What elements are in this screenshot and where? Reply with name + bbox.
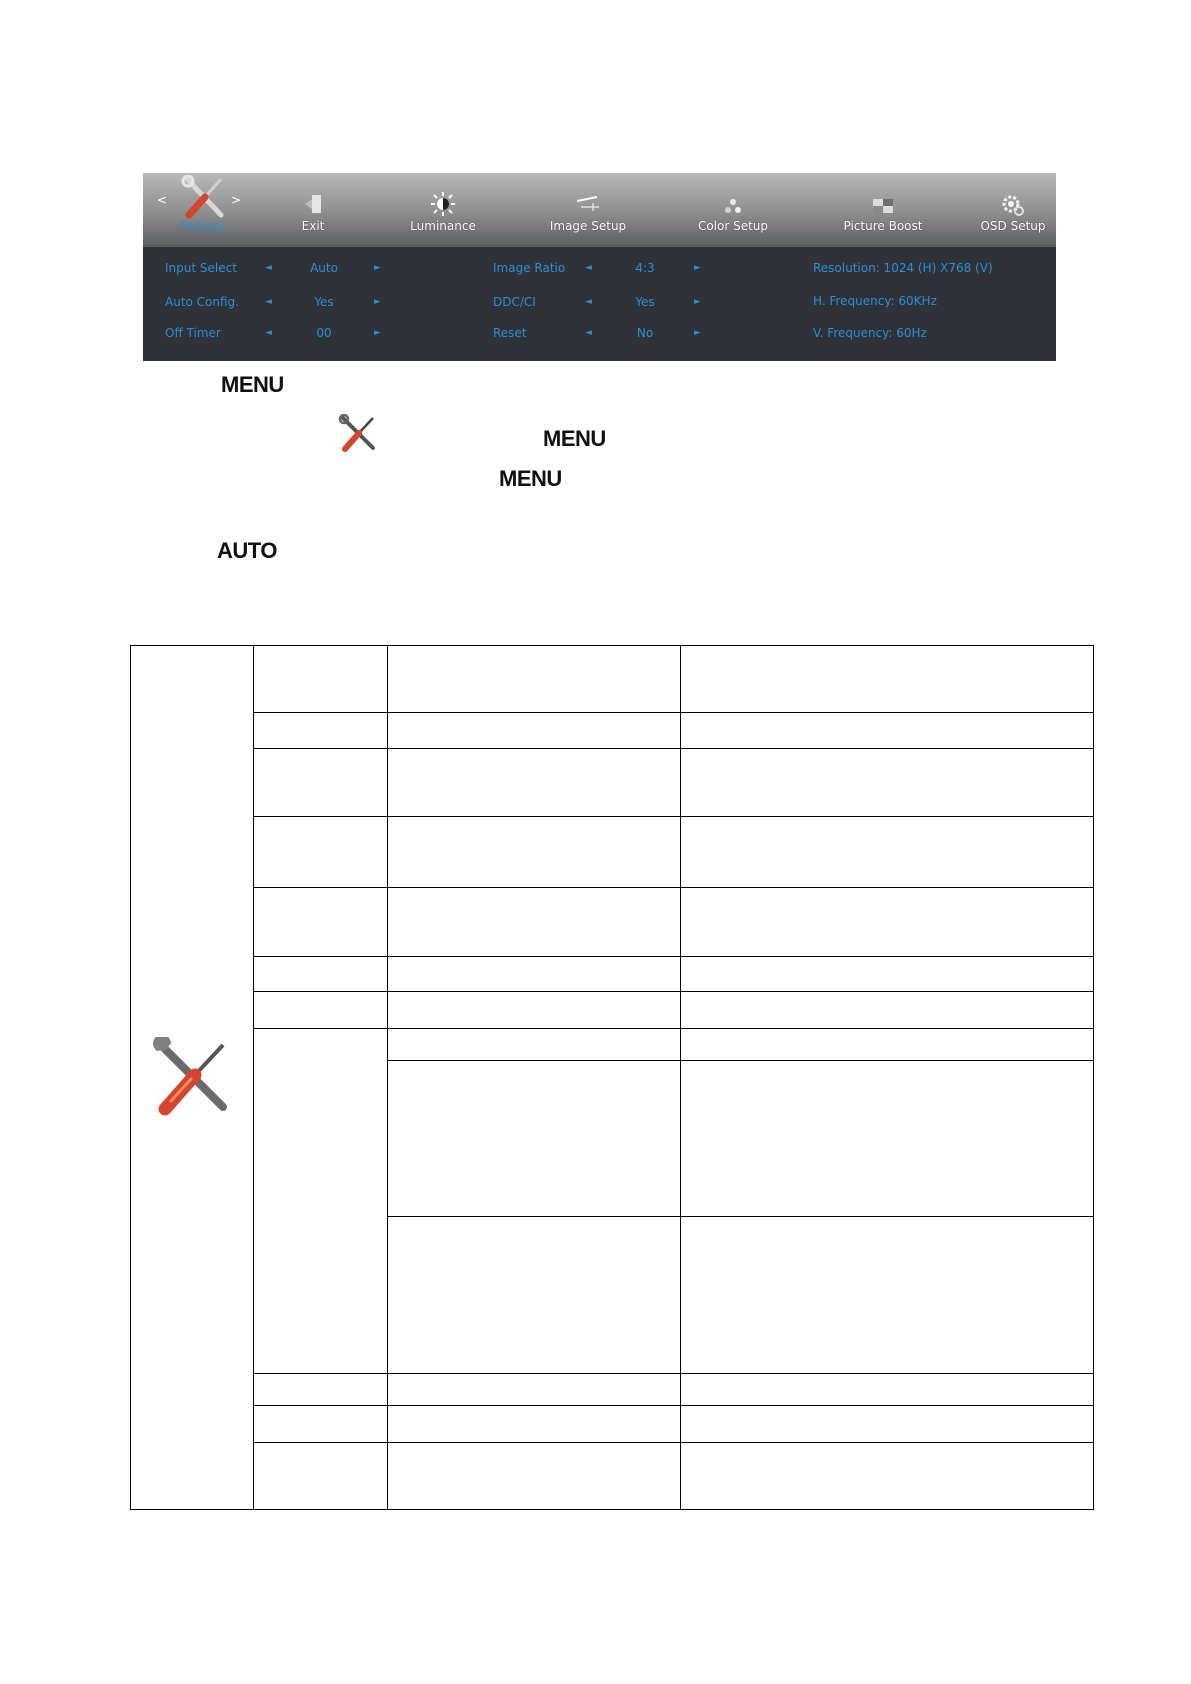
increase-arrow-icon[interactable]: ► [694, 328, 701, 338]
luminance-icon [430, 191, 456, 217]
osd-setting-off-timer[interactable]: Off Timer [165, 326, 221, 340]
menu-key-label: MENU [221, 372, 284, 397]
tab-label: Exit [301, 219, 325, 233]
table-row [131, 991, 1094, 1028]
h-frequency-info: H. Frequency: 60KHz [813, 294, 937, 308]
tab-label: Factory [181, 219, 225, 233]
tab-label: Image Setup [549, 219, 627, 233]
table-cell [254, 1405, 388, 1442]
table-cell [388, 713, 681, 749]
tab-color-setup[interactable] [688, 173, 778, 247]
increase-arrow-icon[interactable]: ► [694, 297, 701, 307]
table-row [131, 1405, 1094, 1442]
table-cell [388, 887, 681, 956]
table-cell [388, 749, 681, 817]
table-cell [681, 1373, 1094, 1405]
osd-value: 00 [316, 326, 332, 340]
table-cell [388, 991, 681, 1028]
resolution-info: Resolution: 1024 (H) X768 (V) [813, 261, 993, 275]
table-cell [254, 713, 388, 749]
tab-osd-setup[interactable] [973, 173, 1053, 247]
osd-value: Yes [635, 295, 655, 309]
osd-setting-reset[interactable]: Reset [493, 326, 527, 340]
table-cell [681, 749, 1094, 817]
table-cell [254, 646, 388, 713]
table-row [131, 749, 1094, 817]
tools-icon [338, 414, 378, 454]
table-cell [681, 1442, 1094, 1509]
increase-arrow-icon[interactable]: ► [374, 263, 381, 273]
increase-arrow-icon[interactable]: ► [374, 297, 381, 307]
table-cell [681, 817, 1094, 887]
table-cell [681, 646, 1094, 713]
table-cell [681, 1405, 1094, 1442]
table-cell [254, 956, 388, 991]
decrease-arrow-icon[interactable]: ◄ [265, 328, 272, 338]
decrease-arrow-icon[interactable]: ◄ [585, 328, 592, 338]
exit-icon [303, 193, 325, 215]
osd-menu-screenshot [143, 173, 1056, 361]
table-row [131, 713, 1094, 749]
decrease-arrow-icon[interactable]: ◄ [265, 297, 272, 307]
table-cell [681, 1028, 1094, 1060]
table-cell [681, 991, 1094, 1028]
table-cell [388, 1028, 681, 1060]
decrease-arrow-icon[interactable]: ◄ [585, 263, 592, 273]
table-row [131, 1028, 1094, 1060]
table-cell [681, 1060, 1094, 1216]
tools-icon [181, 175, 227, 221]
table-cell [254, 817, 388, 887]
table-cell [388, 646, 681, 713]
table-cell [681, 887, 1094, 956]
table-row [131, 1442, 1094, 1509]
table-cell [388, 817, 681, 887]
table-row [131, 887, 1094, 956]
menu-key-label: MENU [543, 426, 606, 451]
tab-label: Color Setup [697, 219, 769, 233]
table-row [131, 956, 1094, 991]
table-cell [254, 749, 388, 817]
osd-value: Auto [310, 261, 338, 275]
table-cell [388, 1442, 681, 1509]
tab-image-setup[interactable] [543, 173, 633, 247]
osd-value: 4:3 [635, 261, 655, 275]
osd-setting-image-ratio[interactable]: Image Ratio [493, 261, 566, 275]
auto-key-label: AUTO [217, 538, 277, 563]
tab-luminance[interactable] [398, 173, 488, 247]
color-setup-icon [723, 197, 743, 215]
table-cell [254, 887, 388, 956]
table-cell [681, 713, 1094, 749]
increase-arrow-icon[interactable]: ► [374, 328, 381, 338]
nav-right-arrow[interactable]: > [231, 193, 242, 207]
table-cell [681, 1217, 1094, 1373]
table-cell [388, 1373, 681, 1405]
table-cell [254, 991, 388, 1028]
tab-label: Luminance [410, 219, 476, 233]
tab-exit[interactable] [283, 173, 343, 247]
table-cell [388, 1217, 681, 1373]
tab-label: Picture Boost [843, 219, 923, 233]
table-row [131, 1373, 1094, 1405]
osd-setting-input-select[interactable]: Input Select [165, 261, 237, 275]
settings-table [130, 645, 1094, 1510]
osd-setup-icon [1001, 195, 1025, 217]
table-cell [388, 956, 681, 991]
osd-value: No [636, 326, 654, 340]
table-cell [388, 1405, 681, 1442]
tools-icon [151, 1037, 233, 1119]
table-icon-cell [131, 646, 254, 1510]
factory-settings-table [130, 645, 1093, 1510]
decrease-arrow-icon[interactable]: ◄ [585, 297, 592, 307]
tab-picture-boost[interactable] [833, 173, 933, 247]
picture-boost-icon [871, 197, 895, 215]
nav-left-arrow[interactable]: < [157, 193, 168, 207]
v-frequency-info: V. Frequency: 60Hz [813, 326, 927, 340]
table-cell [254, 1373, 388, 1405]
decrease-arrow-icon[interactable]: ◄ [265, 263, 272, 273]
menu-key-label: MENU [499, 466, 562, 491]
tab-factory[interactable] [173, 173, 233, 247]
table-cell [681, 956, 1094, 991]
table-row [131, 817, 1094, 887]
tab-label: OSD Setup [980, 219, 1046, 233]
osd-setting-auto-config[interactable]: Auto Config. [165, 295, 239, 309]
osd-value: Yes [314, 295, 334, 309]
osd-setting-ddc-ci[interactable]: DDC/CI [493, 295, 536, 309]
increase-arrow-icon[interactable]: ► [694, 263, 701, 273]
table-cell [388, 1060, 681, 1216]
table-cell [254, 1442, 388, 1509]
osd-tab-bar [143, 173, 1056, 247]
image-setup-icon [575, 195, 601, 215]
table-cell [254, 1028, 388, 1373]
